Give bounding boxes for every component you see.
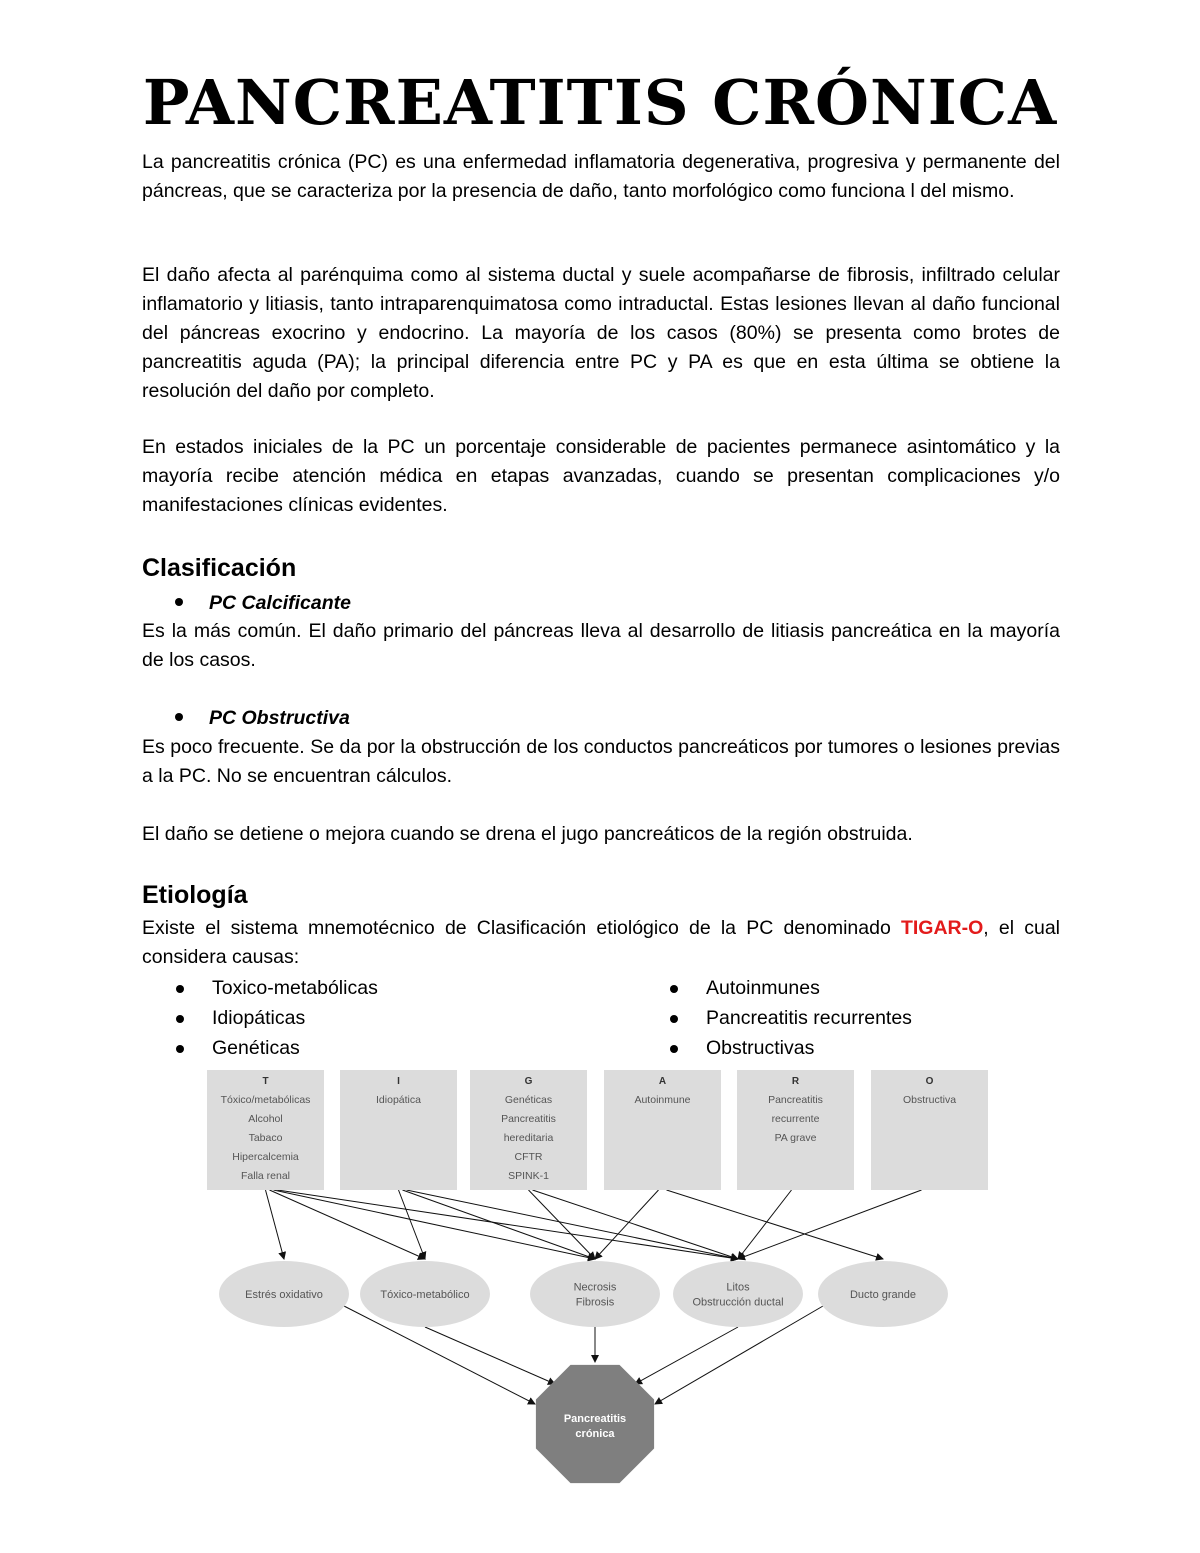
cause-box-line: Alcohol <box>248 1113 283 1125</box>
mechanism-oval <box>673 1261 803 1327</box>
cause-box-bg <box>871 1070 988 1190</box>
intro-p1-text: La pancreatitis crónica (PC) es una enfermedad inflamatoria degenerativa, progresiva y permanente del páncreas, que se caracteriza por la presencia de daño, tanto morfológico como funciona l del mismo. <box>142 151 1060 202</box>
bullet-icon <box>176 1045 184 1053</box>
cause-box-line: Pancreatitis <box>768 1094 823 1106</box>
cause-box-line: hereditaria <box>503 1132 554 1144</box>
result-node <box>536 1365 654 1483</box>
etiologia-heading: Etiología <box>142 881 248 909</box>
cause-box-line: Obstructiva <box>902 1094 957 1106</box>
list-item <box>670 973 912 1003</box>
cause-boxes <box>207 1070 988 1190</box>
list-item <box>176 973 378 1003</box>
mechanism-oval <box>818 1261 948 1327</box>
mechanism-oval-text: Necrosis <box>573 1281 617 1294</box>
cause-box-o <box>871 1070 988 1190</box>
intro-p3-text: En estados iniciales de la PC un porcentaje considerable de pacientes permanece asintomático y la mayoría recibe atención médica en etapas avanzadas, cuando se presentan complicaciones y/o manifestaciones clínicas evidentes. <box>142 436 1060 516</box>
mechanism-oval <box>530 1261 660 1327</box>
diagram-arrow <box>533 1190 739 1259</box>
mechanism-oval <box>219 1261 349 1327</box>
bullet-icon <box>176 1015 184 1023</box>
list-item-text: Pancreatitis recurrentes <box>706 1007 912 1029</box>
cause-box-bg <box>737 1070 854 1190</box>
list-item-text: Obstructivas <box>706 1037 815 1059</box>
list-item <box>176 1003 378 1033</box>
clasificacion-note-text: El daño se detiene o mejora cuando se drena el jugo pancreáticos de la región obstruida. <box>142 823 913 845</box>
mechanism-oval-text: Tóxico-metabólico <box>380 1289 470 1301</box>
list-item-text: Idiopáticas <box>212 1007 306 1029</box>
cause-box-line: Hipercalcemia <box>232 1151 299 1163</box>
mechanism-oval-text: Ducto grande <box>849 1289 917 1301</box>
result-text: crónica <box>575 1428 615 1440</box>
clasificacion-item-2-label: PC Obstructiva <box>209 707 350 729</box>
intro-paragraph-3 <box>142 433 1060 520</box>
cause-box-line: Genéticas <box>504 1094 553 1106</box>
clasificacion-note <box>142 820 1060 849</box>
mechanism-oval-bg <box>673 1261 803 1327</box>
mechanism-oval-text: Fibrosis <box>575 1296 615 1309</box>
mechanism-ovals <box>219 1261 948 1327</box>
cause-box-line: Falla renal <box>240 1170 291 1182</box>
cause-box-line: Autoinmune <box>634 1094 691 1106</box>
list-item-text: Toxico-metabólicas <box>212 977 378 999</box>
etiologia-list-left <box>176 973 378 1063</box>
intro-paragraph-2 <box>142 261 1060 406</box>
cause-box-line: Idiopática <box>376 1094 421 1106</box>
cause-box-letter: A <box>658 1076 667 1087</box>
etiologia-list-right <box>670 973 912 1063</box>
list-item <box>176 1033 378 1063</box>
diagram-arrow <box>738 1190 922 1259</box>
tigar-o-diagram-svg <box>200 1064 1000 1484</box>
cause-box-line: PA grave <box>774 1132 817 1144</box>
diagram-arrow <box>425 1327 555 1384</box>
mechanism-oval-text: Obstrucción ductal <box>692 1296 784 1309</box>
list-item-text: Genéticas <box>212 1037 300 1059</box>
list-item <box>670 1033 912 1063</box>
bullet-icon <box>670 1015 678 1023</box>
clasificacion-item-1 <box>175 589 351 618</box>
cause-box-line: recurrente <box>771 1113 820 1125</box>
cause-box-line: SPINK-1 <box>508 1170 549 1182</box>
cause-box-bg <box>340 1070 457 1190</box>
mechanism-oval <box>360 1261 490 1327</box>
clasificacion-item-1-desc <box>142 617 1060 675</box>
clasificacion-heading: Clasificación <box>142 554 297 582</box>
tigar-o-acronym: TIGAR-O <box>900 917 984 939</box>
cause-box-g <box>470 1070 587 1190</box>
bullet-icon <box>670 1045 678 1053</box>
etiologia-intro-before: Existe el sistema mnemotécnico de Clasificación etiológico de la PC denominado <box>142 917 901 939</box>
bullet-icon <box>175 598 183 606</box>
cause-box-line: Tóxico/metabólicas <box>220 1094 311 1106</box>
cause-box-letter: T <box>262 1076 269 1087</box>
diagram-arrow <box>266 1190 285 1259</box>
cause-box-line: CFTR <box>514 1151 543 1163</box>
cause-box-letter: G <box>524 1076 533 1087</box>
clasificacion-item-2-desc <box>142 733 1060 791</box>
cause-box-bg <box>604 1070 721 1190</box>
intro-paragraph-1 <box>142 148 1060 206</box>
cause-box-r <box>737 1070 854 1190</box>
bullet-icon <box>670 985 678 993</box>
diagram-arrow <box>403 1190 596 1259</box>
clasificacion-item-2-text: Es poco frecuente. Se da por la obstrucción de los conductos pancreáticos por tumores o lesiones previas a la PC. No se encuentran cálculos. <box>142 736 1060 787</box>
diagram-arrow <box>529 1190 596 1259</box>
diagram-arrow <box>635 1327 738 1384</box>
bullet-icon <box>176 985 184 993</box>
clasificacion-item-2 <box>175 704 350 733</box>
diagram-arrow <box>595 1190 659 1259</box>
cause-box-letter: O <box>925 1076 934 1087</box>
document-title: PANCREATITIS CRÓNICA <box>142 66 1058 139</box>
diagram-arrow <box>407 1190 739 1259</box>
tigar-o-diagram <box>200 1064 1000 1484</box>
list-item <box>670 1003 912 1033</box>
result-text: Pancreatitis <box>563 1413 627 1425</box>
mechanism-oval-text: Litos <box>726 1281 750 1294</box>
cause-box-line: Tabaco <box>248 1132 283 1144</box>
diagram-arrow <box>667 1190 884 1259</box>
diagram-arrow <box>274 1190 596 1259</box>
cause-box-t <box>207 1070 324 1190</box>
etiologia-intro <box>142 914 1060 972</box>
cause-box-letter: I <box>397 1076 400 1087</box>
cause-box-letter: R <box>791 1076 800 1087</box>
bullet-icon <box>175 713 183 721</box>
clasificacion-item-1-label: PC Calcificante <box>209 592 351 614</box>
etiologia-intro-after: , el cual considera causas: <box>142 917 1061 968</box>
cause-box-line: Pancreatitis <box>501 1113 556 1125</box>
list-item-text: Autoinmunes <box>706 977 820 999</box>
clasificacion-item-1-text: Es la más común. El daño primario del páncreas lleva al desarrollo de litiasis pancreática en la mayoría de los casos. <box>142 620 1060 671</box>
cause-box-a <box>604 1070 721 1190</box>
cause-box-i <box>340 1070 457 1190</box>
mechanism-oval-bg <box>530 1261 660 1327</box>
mechanism-oval-text: Estrés oxidativo <box>245 1289 323 1301</box>
intro-p2-text: El daño afecta al parénquima como al sistema ductal y suele acompañarse de fibrosis, infiltrado celular inflamatorio y litiasis, tanto intraparenquimatosa como intraductal. Estas lesiones llevan al daño funcional del páncreas exocrino y endocrino. La mayoría de los casos (80%) se presenta como brotes de pancreatitis aguda (PA); la principal diferencia entre PC y PA es que en esta última se obtiene la resolución del daño por completo. <box>142 264 1060 402</box>
